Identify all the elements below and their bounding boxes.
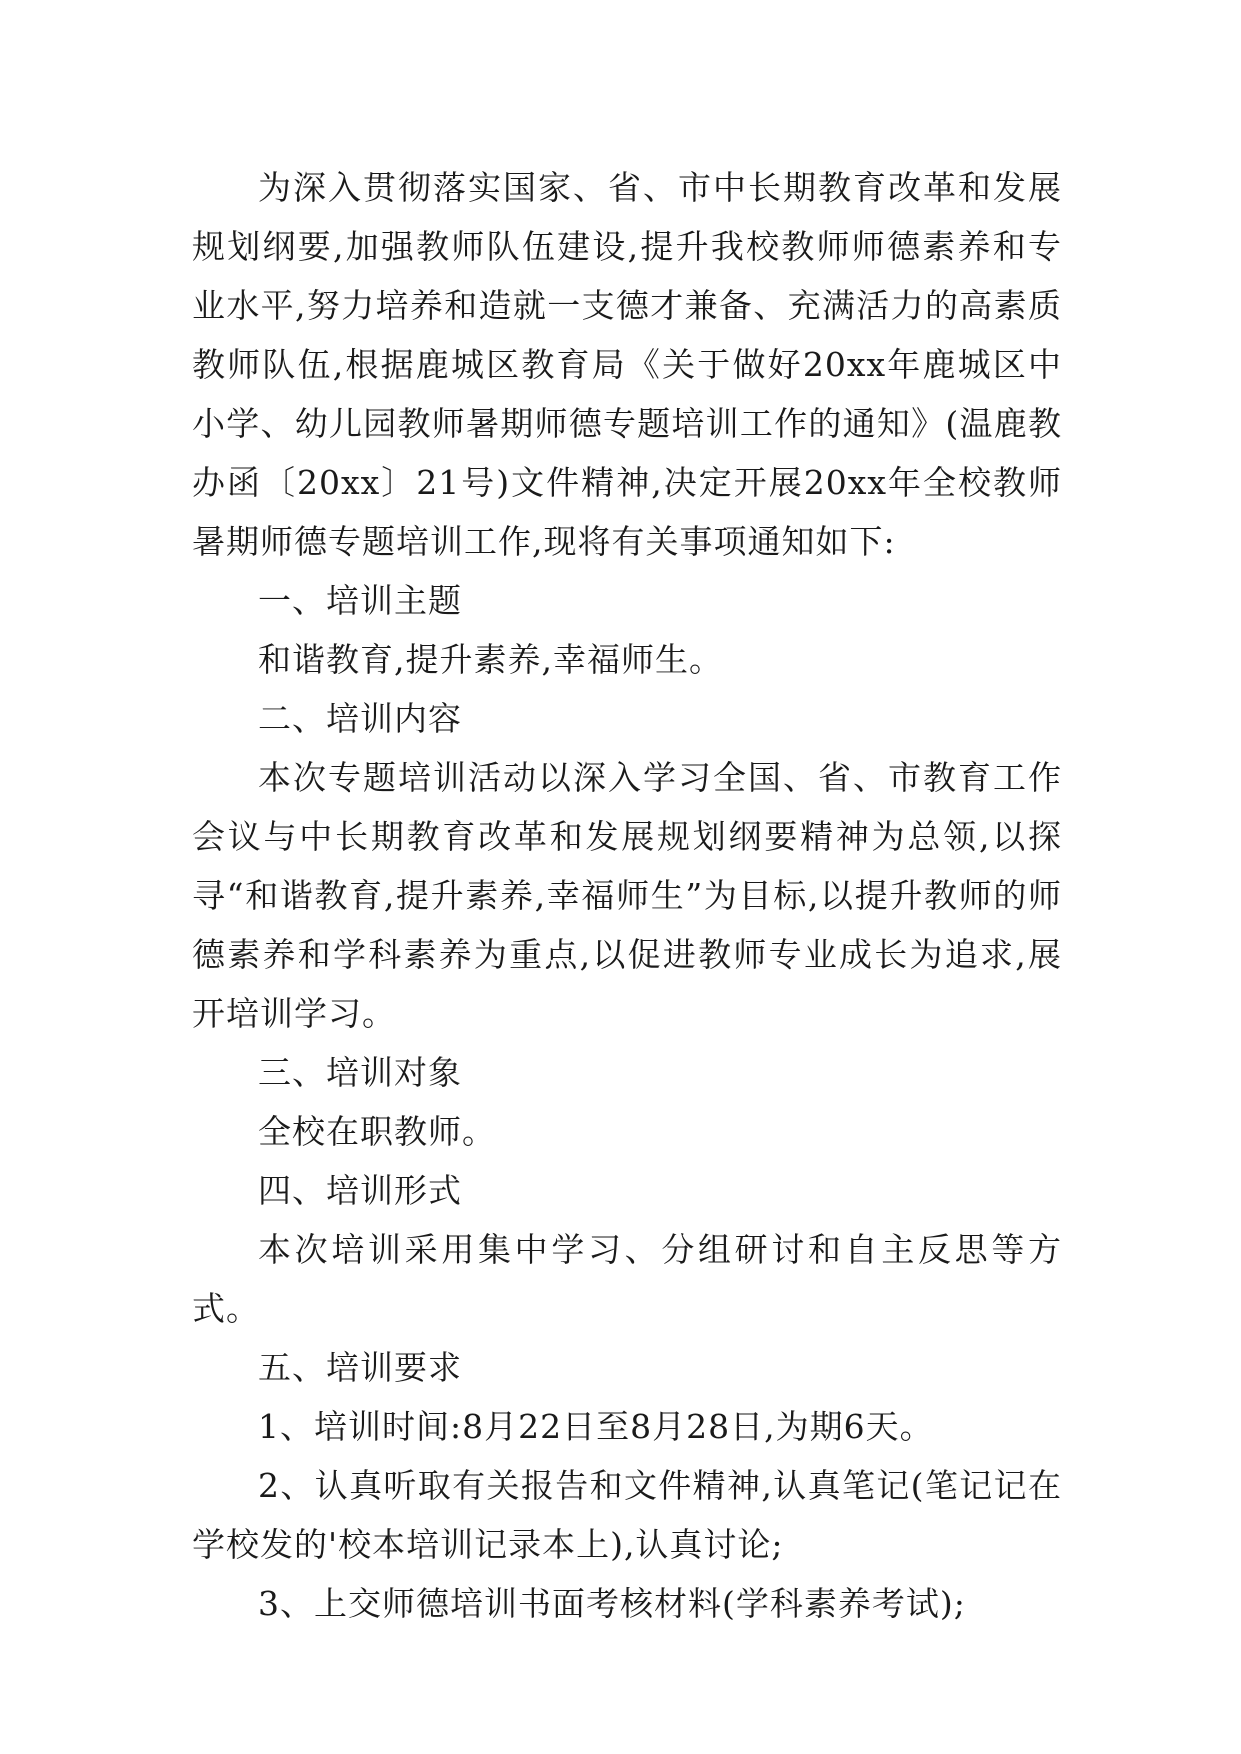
intro-paragraph: 为深入贯彻落实国家、省、市中长期教育改革和发展规划纲要,加强教师队伍建设,提升我校教师师德素养和专业水平,努力培养和造就一支德才兼备、充满活力的高素质教师队伍,根据鹿城区教育局《关于做好20xx年鹿城区中小学、幼儿园教师暑期师德专题培训工作的通知》(温鹿教办函〔20xx〕21号)文件精神,决定开展20xx年全校教师暑期师德专题培训工作,现将有关事项通知如下:	[192, 168, 1062, 561]
section-heading-theme: 一、培训主题	[258, 581, 462, 620]
section-heading-content: 二、培训内容	[258, 699, 462, 738]
section-heading-format: 四、培训形式	[258, 1171, 462, 1210]
requirement-item-1: 1、培训时间:8月22日至8月28日,为期6天。	[258, 1407, 934, 1446]
content-paragraph: 本次专题培训活动以深入学习全国、省、市教育工作会议与中长期教育改革和发展规划纲要精神为总领,以探寻“和谐教育,提升素养,幸福师生”为目标,以提升教师的师德素养和学科素养为重点,以促进教师专业成长为追求,展开培训学习。	[192, 758, 1062, 1033]
theme-paragraph: 和谐教育,提升素养,幸福师生。	[258, 640, 723, 679]
requirement-item-2: 2、认真听取有关报告和文件精神,认真笔记(笔记记在学校发的'校本培训记录本上),认真讨论;	[192, 1466, 1062, 1564]
section-heading-requirements: 五、培训要求	[258, 1348, 462, 1387]
audience-paragraph: 全校在职教师。	[258, 1112, 496, 1151]
format-paragraph: 本次培训采用集中学习、分组研讨和自主反思等方式。	[192, 1230, 1062, 1328]
section-heading-audience: 三、培训对象	[258, 1053, 462, 1092]
requirement-item-3: 3、上交师德培训书面考核材料(学科素养考试);	[258, 1584, 966, 1623]
document-body	[192, 158, 1062, 1633]
